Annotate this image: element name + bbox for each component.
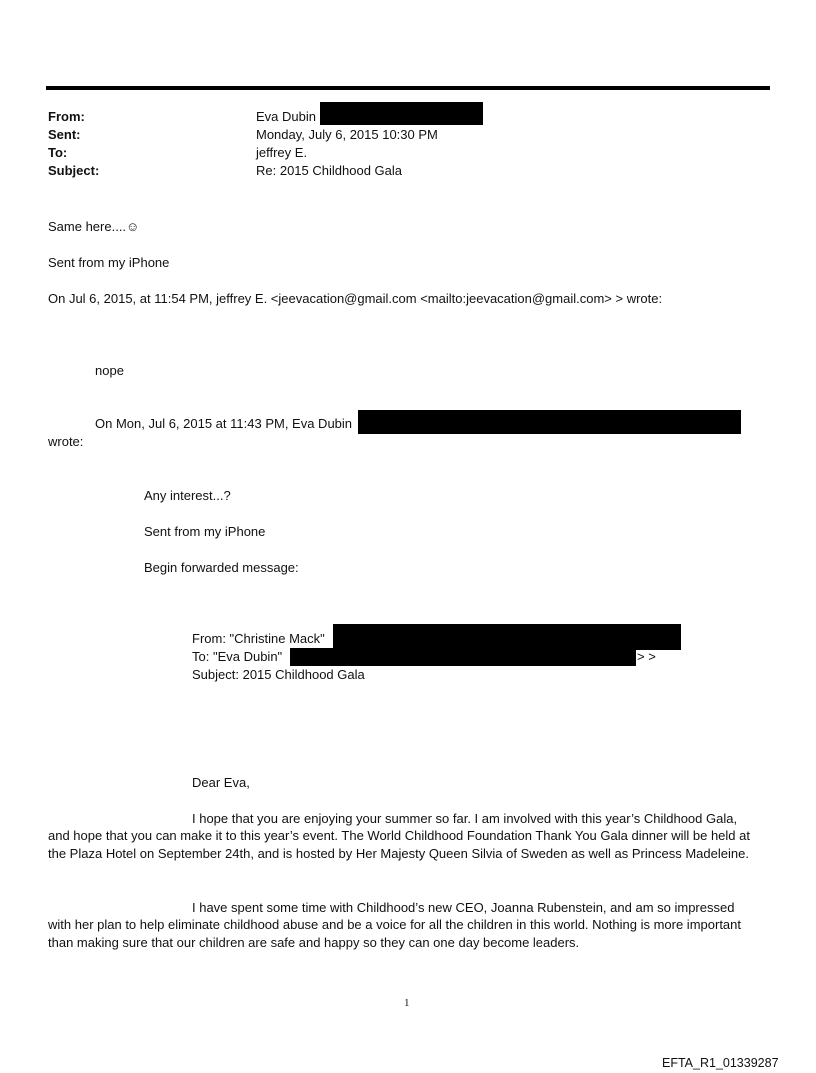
- quote2-intro: On Mon, Jul 6, 2015 at 11:43 PM, Eva Dubin: [95, 416, 353, 431]
- from-value: Eva Dubin: [256, 109, 316, 124]
- fwd-to-tail: > >: [637, 649, 656, 664]
- quote-intro: On Jul 6, 2015, at 11:54 PM, jeffrey E. <jeevacation@gmail.com <mailto:jeevacation@gmail.com> > wrote:: [48, 291, 663, 306]
- reply-nope: nope: [95, 363, 124, 378]
- redaction-eva-email: [358, 410, 741, 434]
- redaction-from-email: [320, 102, 483, 125]
- sent-label: Sent:: [48, 127, 81, 142]
- greeting: Dear Eva,: [192, 775, 250, 790]
- any-interest-text: Any interest...?: [144, 488, 231, 503]
- redaction-eva-email-2: [290, 648, 636, 666]
- to-value: jeffrey E.: [256, 145, 308, 160]
- paragraph-1: and hope that you can make it to this year’s event. The World Childhood Foundation Thank You Gala dinner will be held at the Plaza Hotel on September 24th, and is hosted by Her Majesty Queen Silvia of Sweden as well as Princess Madeleine.: [48, 828, 750, 861]
- quote2-wrote: wrote:: [48, 434, 84, 449]
- sent-value: Monday, July 6, 2015 10:30 PM: [256, 127, 438, 142]
- paragraph-2-first-line: I have spent some time with Childhood’s new CEO, Joanna Rubenstein, and am so impressed: [192, 900, 735, 915]
- subject-label: Subject:: [48, 163, 100, 178]
- forward-intro: Begin forwarded message:: [144, 560, 299, 575]
- to-label: To:: [48, 145, 68, 160]
- page-number: 1: [404, 997, 410, 1009]
- from-label: From:: [48, 109, 85, 124]
- paragraph-2: with her plan to help eliminate childhood abuse and be a voice for all the children in this world. Nothing is more important than making sure that our children are safe and happy so they can one day become leaders.: [48, 917, 741, 950]
- fwd-from: From: "Christine Mack": [192, 631, 325, 646]
- fwd-subject: Subject: 2015 Childhood Gala: [192, 667, 365, 682]
- redaction-christine-email: [333, 624, 681, 650]
- paragraph-1-first-line: I hope that you are enjoying your summer so far. I am involved with this year’s Childhood Gala,: [192, 811, 738, 826]
- header-rule: [46, 86, 770, 90]
- document-id: EFTA_R1_01339287: [662, 1056, 779, 1070]
- signature-line: Sent from my iPhone: [48, 255, 170, 270]
- subject-value: Re: 2015 Childhood Gala: [256, 163, 402, 178]
- reply-text: Same here....☺: [48, 219, 140, 234]
- signature-line-2: Sent from my iPhone: [144, 524, 266, 539]
- fwd-to: To: "Eva Dubin": [192, 649, 283, 664]
